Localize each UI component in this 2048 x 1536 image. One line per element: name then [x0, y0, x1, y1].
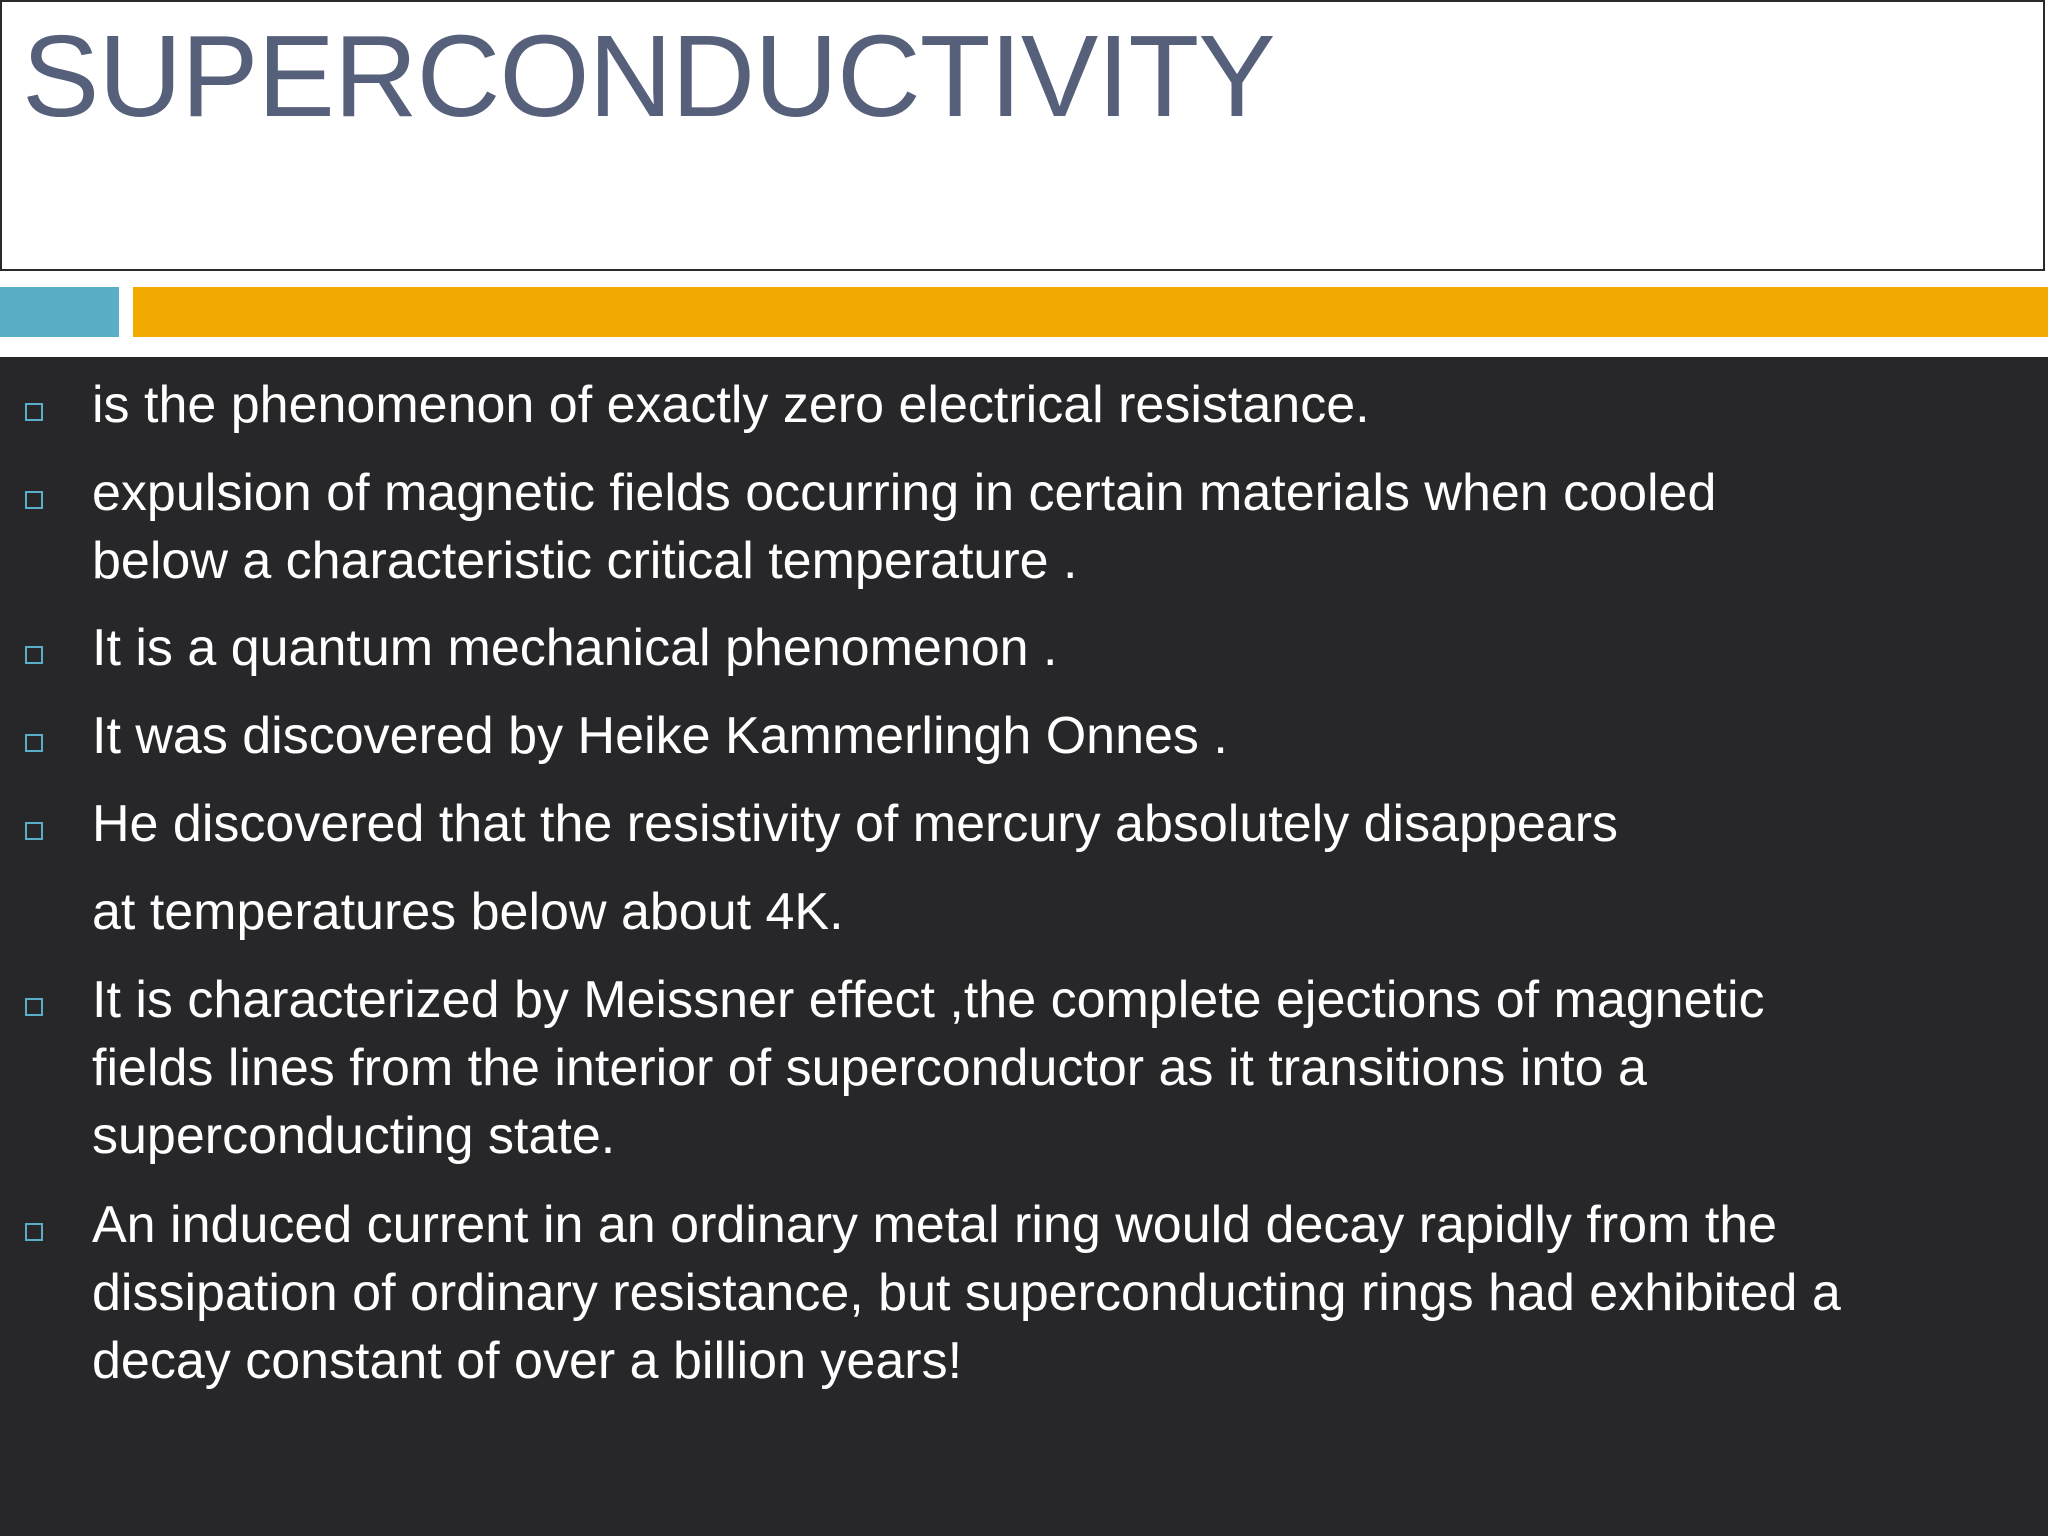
- bullet-line: dissipation of ordinary resistance, but superconducting rings had exhibited a: [92, 1264, 1841, 1322]
- bullet-line: It is characterized by Meissner effect ,the complete ejections of magnetic: [92, 971, 1765, 1029]
- bullet-text: [92, 790, 2022, 858]
- accent-bar-orange: [133, 287, 2048, 337]
- slide-title: SUPERCONDUCTIVITY: [22, 11, 1275, 141]
- square-bullet-icon: [25, 734, 43, 752]
- bullet-line: decay constant of over a billion years!: [92, 1332, 963, 1390]
- square-bullet-icon: [25, 491, 43, 509]
- bullet-line: below a characteristic critical temperature .: [92, 532, 1078, 590]
- bullet-text: [92, 614, 2022, 682]
- title-box: [0, 0, 2045, 271]
- bullet-line: is the phenomenon of exactly zero electrical resistance.: [92, 376, 1370, 434]
- bullet-line: He discovered that the resistivity of mercury absolutely disappears: [92, 795, 1619, 853]
- accent-bar-blue: [0, 287, 119, 337]
- bullet-line: expulsion of magnetic fields occurring in certain materials when cooled: [92, 464, 1717, 522]
- bullet-line: It was discovered by Heike Kammerlingh Onnes .: [92, 707, 1228, 765]
- bullet-line: fields lines from the interior of superconductor as it transitions into a: [92, 1039, 1647, 1097]
- square-bullet-icon: [25, 403, 43, 421]
- square-bullet-icon: [25, 1223, 43, 1241]
- content-area: [0, 357, 2048, 1536]
- bullet-line: An induced current in an ordinary metal ring would decay rapidly from the: [92, 1196, 1778, 1254]
- square-bullet-icon: [25, 646, 43, 664]
- bullet-text: [92, 459, 2022, 595]
- bullet-line: at temperatures below about 4K.: [92, 883, 844, 941]
- square-bullet-icon: [25, 998, 43, 1016]
- bullet-line: superconducting state.: [92, 1107, 616, 1165]
- bullet-text: [92, 878, 2022, 946]
- bullet-line: It is a quantum mechanical phenomenon .: [92, 619, 1058, 677]
- bullet-text: [92, 1191, 2022, 1395]
- bullet-text: [92, 371, 2022, 439]
- square-bullet-icon: [25, 822, 43, 840]
- bullet-text: [92, 966, 2022, 1170]
- bullet-text: [92, 702, 2022, 770]
